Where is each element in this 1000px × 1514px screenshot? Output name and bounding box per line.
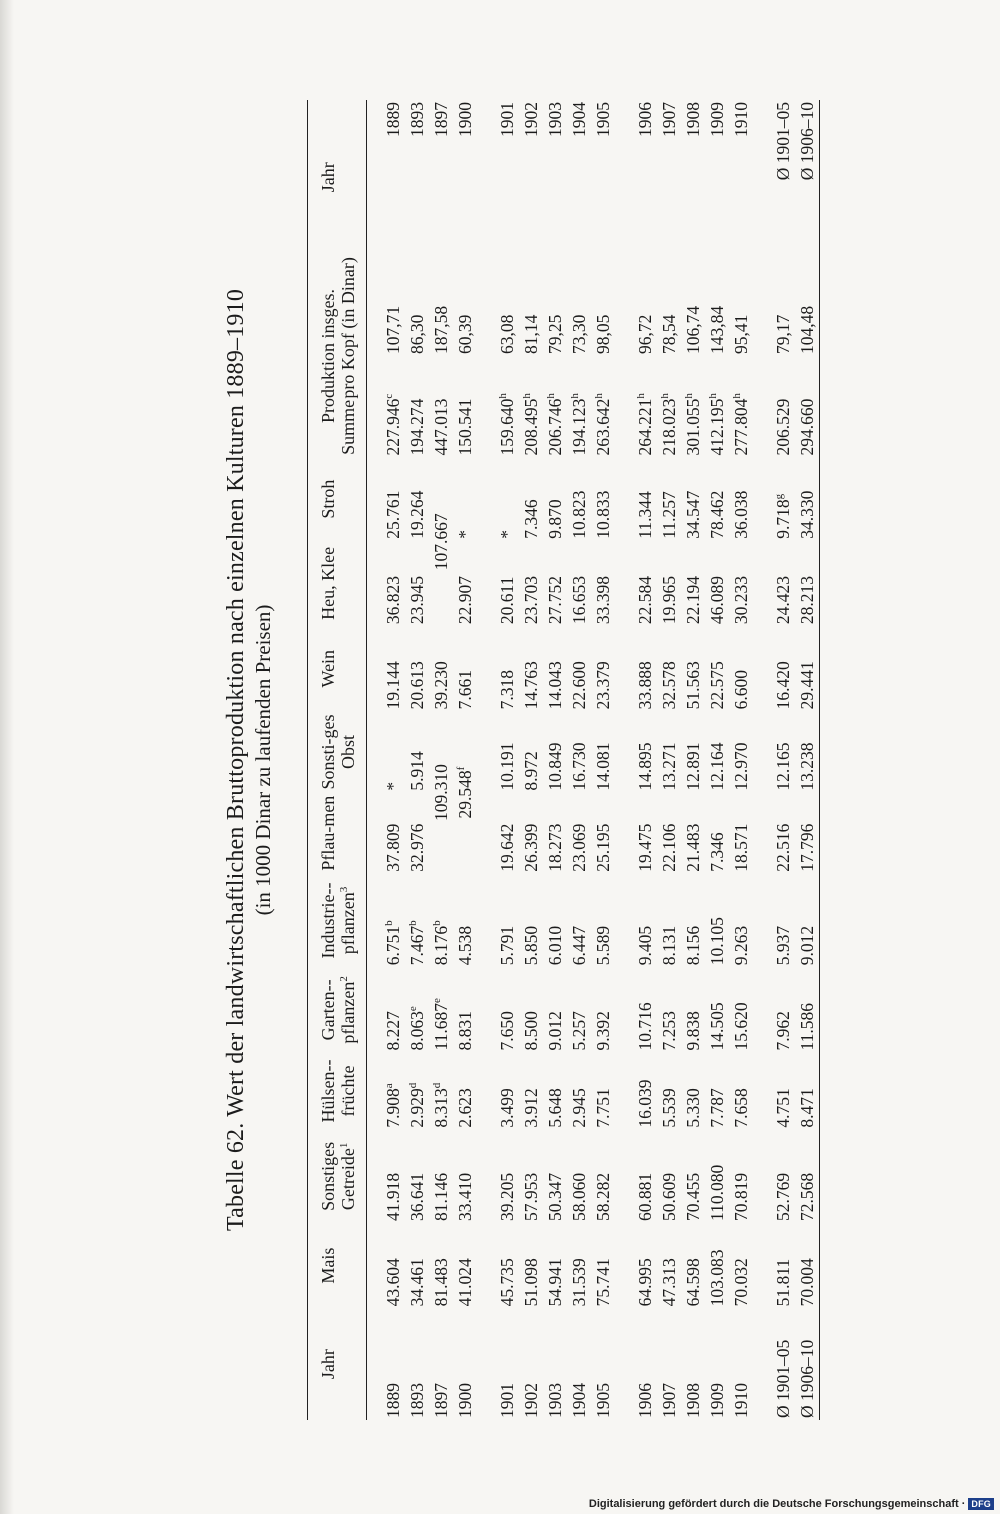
cell-gartenpflanzen: 15.620 <box>731 1002 751 1051</box>
cell-jahr-right: 1905 <box>593 102 613 137</box>
cell-mais: 51.098 <box>521 1258 541 1307</box>
cell-wein: 20.613 <box>407 661 427 710</box>
cell-jahr: 1900 <box>455 1383 475 1418</box>
cell-industriepflanzen: 9.405 <box>635 925 655 966</box>
cell-sonstiges-obst: 10.849 <box>545 742 565 791</box>
cell-heu-klee: 33.398 <box>593 575 613 625</box>
header-heu-klee: Heu, Klee <box>318 546 338 620</box>
table-row <box>567 100 591 1420</box>
row-group-spacer <box>615 100 633 1420</box>
cell-sonstiges-getreide: 58.060 <box>569 1172 589 1222</box>
cell-summe: 294.660 <box>797 398 817 456</box>
cell-pro-kopf: 60,39 <box>455 314 475 354</box>
cell-pro-kopf: 79,17 <box>773 314 793 354</box>
header-wein: Wein <box>318 649 338 688</box>
cell-industriepflanzen: 8.176$^b$ <box>431 920 451 966</box>
cell-industriepflanzen: 5.589 <box>593 925 613 966</box>
cell-sonstiges-getreide: 81.146 <box>431 1172 451 1222</box>
table-row <box>729 100 753 1420</box>
cell-mais: 45.735 <box>497 1258 517 1307</box>
cell-sonstiges-obst: 5.914 <box>407 751 427 791</box>
cell-gartenpflanzen: 5.257 <box>569 1011 589 1051</box>
cell-stroh: 7.346 <box>521 499 541 539</box>
cell-gartenpflanzen: 11.586 <box>797 1002 817 1051</box>
cell-pflaumen: 26.399 <box>521 823 541 872</box>
cell-stroh: 11.257 <box>659 491 679 539</box>
cell-wein: 19.144 <box>383 661 403 710</box>
cell-heu-klee: 46.089 <box>707 575 727 625</box>
cell-jahr: 1909 <box>707 1383 727 1418</box>
cell-industriepflanzen: 6.751$^b$ <box>383 920 403 966</box>
cell-wein: 39.230 <box>431 661 451 710</box>
cell-gartenpflanzen: 9.012 <box>545 1011 565 1051</box>
header-jahr: Jahr <box>318 1349 338 1380</box>
cell-jahr-right: 1889 <box>383 102 403 137</box>
cell-mais: 51.811 <box>773 1258 793 1307</box>
cell-heu-klee: 19.965 <box>659 575 679 625</box>
cell-pflaumen: 25.195 <box>593 823 613 872</box>
cell-stroh: * <box>497 530 517 539</box>
header-summe: Summe <box>338 399 358 455</box>
cell-stroh: 34.330 <box>797 490 817 539</box>
cell-sonstiges-getreide: 70.455 <box>683 1172 703 1222</box>
cell-summe: 447.013 <box>431 398 451 456</box>
cell-jahr-right: 1893 <box>407 102 427 137</box>
cell-sonstiges-obst: 12.891 <box>683 742 703 791</box>
cell-jahr: 1910 <box>731 1383 751 1418</box>
cell-pro-kopf: 79,25 <box>545 314 565 354</box>
cell-pro-kopf: 63,08 <box>497 314 517 354</box>
cell-summe: 150.541 <box>455 398 475 456</box>
header-gartenpflanzen: Garten-pflanzen$^2$ <box>318 976 358 1044</box>
rotated-table-page <box>222 100 842 1420</box>
cell-summe: 301.055$^h$ <box>683 393 703 456</box>
cell-sonstiges-getreide: 36.641 <box>407 1172 427 1222</box>
cell-jahr: 1903 <box>545 1383 565 1418</box>
cell-stroh: 19.264 <box>407 490 427 539</box>
cell-sonstiges-getreide: 58.282 <box>593 1172 613 1222</box>
cell-mais: 70.032 <box>731 1258 751 1307</box>
cell-pro-kopf: 107,71 <box>383 305 403 354</box>
cell-gartenpflanzen: 8.063e <box>407 1006 427 1051</box>
cell-gartenpflanzen: 7.962 <box>773 1011 793 1051</box>
cell-mais: 64.995 <box>635 1258 655 1307</box>
cell-stroh: 10.833 <box>593 490 613 539</box>
cell-pro-kopf: 187,58 <box>431 305 451 354</box>
scan-edge-shadow <box>0 0 14 1514</box>
cell-wein: 7.318 <box>497 669 517 710</box>
cell-huelsenfruechte: 7.751 <box>593 1088 613 1128</box>
cell-jahr-right: 1901 <box>497 102 517 137</box>
cell-pflaumen: 18.273 <box>545 823 565 872</box>
cell-huelsenfruechte: 3.499 <box>497 1088 517 1128</box>
cell-pflaumen: 23.069 <box>569 823 589 872</box>
cell-pro-kopf: 98,05 <box>593 314 613 354</box>
cell-heu-stroh-combined: 107.667 <box>431 513 451 571</box>
cell-jahr-right: Ø 1901–05 <box>773 102 793 181</box>
cell-pflaumen: 7.346 <box>707 832 727 872</box>
cell-stroh: 25.761 <box>383 490 403 539</box>
cell-gartenpflanzen: 9.838 <box>683 1011 703 1051</box>
cell-sonstiges-obst: 8.972 <box>521 751 541 791</box>
cell-jahr-right: 1907 <box>659 102 679 137</box>
cell-mais: 64.598 <box>683 1258 703 1307</box>
header-huelsenfruechte: Hülsen-früchte <box>318 1059 358 1123</box>
cell-huelsenfruechte: 7.908$^a$ <box>383 1083 403 1128</box>
cell-wein: 22.600 <box>569 661 589 710</box>
table-row <box>519 100 543 1420</box>
header-sonstiges-obst: Sonsti-ges Obst <box>318 714 358 790</box>
cell-heu-klee: 22.194 <box>683 575 703 625</box>
cell-wein: 14.763 <box>521 661 541 710</box>
cell-wein: 7.661 <box>455 669 475 710</box>
cell-heu-klee: 22.584 <box>635 575 655 625</box>
cell-industriepflanzen: 6.010 <box>545 925 565 966</box>
production-table <box>307 100 820 1420</box>
cell-summe: 159.640$^h$ <box>497 393 517 456</box>
cell-pro-kopf: 73,30 <box>569 314 589 354</box>
table-subtitle: (in 1000 Dinar zu laufenden Preisen) <box>251 604 275 916</box>
header-row <box>308 100 367 1420</box>
cell-huelsenfruechte: 2.623 <box>455 1088 475 1128</box>
cell-pflaumen: 19.642 <box>497 823 517 872</box>
cell-huelsenfruechte: 3.912 <box>521 1088 541 1128</box>
table-row <box>367 100 406 1420</box>
cell-jahr: 1907 <box>659 1383 679 1418</box>
cell-gartenpflanzen: 8.831 <box>455 1011 475 1051</box>
cell-mais: 47.313 <box>659 1258 679 1307</box>
cell-summe: 194.274 <box>407 398 427 456</box>
cell-jahr-right: 1897 <box>431 102 451 137</box>
cell-wein: 51.563 <box>683 661 703 710</box>
cell-wein: 14.043 <box>545 661 565 710</box>
cell-sonstiges-obst: * <box>383 781 403 791</box>
cell-wein: 22.575 <box>707 661 727 710</box>
cell-jahr: 1904 <box>569 1383 589 1418</box>
cell-mais: 43.604 <box>383 1258 403 1307</box>
table-row <box>429 100 453 1420</box>
cell-summe: 264.221$^h$ <box>635 393 655 456</box>
cell-huelsenfruechte: 8.471 <box>797 1088 817 1128</box>
cell-sonstiges-getreide: 60.881 <box>635 1172 655 1222</box>
cell-summe: 208.495$^h$ <box>521 393 541 456</box>
cell-summe: 227.946$^c$ <box>383 393 403 456</box>
cell-jahr: 1902 <box>521 1383 541 1418</box>
header-pflaumen: Pflau-men <box>318 795 338 871</box>
cell-pflaumen-obst-combined: 109.310 <box>431 764 451 821</box>
cell-huelsenfruechte: 7.787 <box>707 1088 727 1128</box>
cell-jahr-right: 1900 <box>455 102 475 137</box>
cell-gartenpflanzen: 7.650 <box>497 1011 517 1051</box>
cell-sonstiges-obst: 14.081 <box>593 742 613 791</box>
cell-jahr-right: 1908 <box>683 102 703 137</box>
cell-pro-kopf: 104,48 <box>797 305 817 354</box>
cell-jahr: 1901 <box>497 1383 517 1418</box>
cell-mais: 34.461 <box>407 1258 427 1307</box>
cell-jahr: 1893 <box>407 1383 427 1418</box>
cell-industriepflanzen: 7.467$^b$ <box>407 920 427 966</box>
cell-stroh: 11.344 <box>635 491 655 539</box>
cell-wein: 29.441 <box>797 661 817 710</box>
cell-sonstiges-obst: 13.271 <box>659 742 679 791</box>
header-jahr-right: Jahr <box>318 162 338 193</box>
header-produktion: Produktion insges. Summe pro Kopf (in Dinar) <box>318 257 358 455</box>
cell-wein: 23.379 <box>593 661 613 710</box>
table-row <box>705 100 729 1420</box>
cell-huelsenfruechte: 7.658 <box>731 1088 751 1128</box>
cell-pro-kopf: 106,74 <box>683 305 703 354</box>
cell-jahr: Ø 1901–05 <box>773 1339 793 1418</box>
header-mais: Mais <box>318 1247 338 1284</box>
cell-wein: 33.888 <box>635 661 655 710</box>
table-row <box>405 100 429 1420</box>
cell-jahr: 1906 <box>635 1383 655 1418</box>
cell-pflaumen: 32.976 <box>407 823 427 872</box>
cell-pflaumen: 22.106 <box>659 823 679 872</box>
footer-credit <box>589 1498 994 1510</box>
cell-sonstiges-obst: 13.238 <box>797 742 817 791</box>
cell-pro-kopf: 96,72 <box>635 314 655 354</box>
cell-pro-kopf: 78,54 <box>659 314 679 354</box>
cell-summe: 194.123$^h$ <box>569 393 589 456</box>
header-stroh: Stroh <box>318 479 338 519</box>
cell-industriepflanzen: 8.131 <box>659 925 679 966</box>
cell-summe: 218.023$^h$ <box>659 393 679 456</box>
cell-heu-klee: 16.653 <box>569 575 589 625</box>
cell-stroh: 10.823 <box>569 490 589 539</box>
cell-huelsenfruechte: 5.330 <box>683 1088 703 1128</box>
cell-huelsenfruechte: 2.945 <box>569 1088 589 1128</box>
cell-gartenpflanzen: 7.253 <box>659 1011 679 1051</box>
table-row <box>495 100 519 1420</box>
cell-pflaumen: 19.475 <box>635 823 655 872</box>
cell-industriepflanzen: 4.538 <box>455 925 475 966</box>
cell-heu-klee: 20.611 <box>497 576 517 625</box>
cell-mais: 75.741 <box>593 1258 613 1307</box>
cell-sonstiges-obst: 12.970 <box>731 742 751 791</box>
cell-sonstiges-obst: 10.191 <box>497 742 517 791</box>
cell-gartenpflanzen: 14.505 <box>707 1002 727 1051</box>
cell-heu-klee: 30.233 <box>731 575 751 625</box>
cell-sonstiges-getreide: 50.347 <box>545 1172 565 1222</box>
cell-summe: 277.804$^h$ <box>731 393 751 456</box>
cell-sonstiges-obst: 16.730 <box>569 742 589 791</box>
cell-sonstiges-getreide: 57.953 <box>521 1172 541 1222</box>
cell-pflaumen: 18.571 <box>731 823 751 872</box>
cell-jahr-right: 1909 <box>707 102 727 137</box>
cell-sonstiges-getreide: 41.918 <box>383 1172 403 1222</box>
cell-pro-kopf: 86,30 <box>407 314 427 354</box>
cell-gartenpflanzen: 10.716 <box>635 1002 655 1051</box>
cell-sonstiges-getreide: 72.568 <box>797 1172 817 1222</box>
cell-industriepflanzen: 9.263 <box>731 925 751 966</box>
cell-stroh: 9.718$^g$ <box>773 493 793 539</box>
cell-industriepflanzen: 5.791 <box>497 925 517 966</box>
cell-jahr: 1908 <box>683 1383 703 1418</box>
cell-sonstiges-obst: 12.165 <box>773 742 793 791</box>
cell-heu-klee: 23.703 <box>521 575 541 625</box>
cell-pflaumen: 22.516 <box>773 823 793 872</box>
cell-gartenpflanzen: 8.227 <box>383 1011 403 1051</box>
cell-mais: 31.539 <box>569 1258 589 1307</box>
cell-pro-kopf: 143,84 <box>707 305 727 354</box>
table-row <box>681 100 705 1420</box>
cell-mais: 81.483 <box>431 1258 451 1307</box>
cell-pflaumen: 17.796 <box>797 823 817 872</box>
cell-industriepflanzen: 5.937 <box>773 925 793 966</box>
cell-summe: 206.746$^h$ <box>545 393 565 456</box>
cell-industriepflanzen: 5.850 <box>521 925 541 966</box>
cell-jahr-right: 1902 <box>521 102 541 137</box>
cell-heu-klee: 23.945 <box>407 575 427 625</box>
cell-pflaumen: 21.483 <box>683 823 703 872</box>
cell-stroh: 34.547 <box>683 490 703 539</box>
table-row <box>591 100 615 1420</box>
table-row <box>633 100 657 1420</box>
row-group-spacer <box>753 100 771 1420</box>
cell-mais: 70.004 <box>797 1258 817 1307</box>
cell-gartenpflanzen: 9.392 <box>593 1011 613 1051</box>
cell-jahr: 1889 <box>383 1383 403 1418</box>
cell-huelsenfruechte: 5.648 <box>545 1088 565 1128</box>
cell-jahr-right: 1906 <box>635 102 655 137</box>
cell-stroh: * <box>455 530 475 539</box>
cell-stroh: 36.038 <box>731 490 751 539</box>
cell-pro-kopf: 81,14 <box>521 314 541 354</box>
cell-wein: 16.420 <box>773 661 793 710</box>
cell-stroh: 9.870 <box>545 499 565 539</box>
cell-sonstiges-getreide: 50.609 <box>659 1172 679 1222</box>
cell-mais: 41.024 <box>455 1258 475 1307</box>
cell-heu-klee: 27.752 <box>545 575 565 625</box>
cell-jahr: 1905 <box>593 1383 613 1418</box>
cell-mais: 103.083 <box>707 1249 727 1307</box>
cell-huelsenfruechte: 2.929$^d$ <box>407 1082 427 1128</box>
cell-pflaumen-obst-combined: 29.548$^f$ <box>455 766 475 819</box>
footer-text: Digitalisierung gefördert durch die Deutsche Forschungsgemeinschaft · <box>588 1498 966 1510</box>
cell-jahr: Ø 1906–10 <box>797 1339 817 1418</box>
cell-jahr-right: 1910 <box>731 102 751 137</box>
cell-jahr-right: 1903 <box>545 102 565 137</box>
cell-heu-klee: 36.823 <box>383 575 403 625</box>
cell-heu-klee: 24.423 <box>773 575 793 625</box>
row-group-spacer <box>477 100 495 1420</box>
cell-mais: 54.941 <box>545 1258 565 1307</box>
header-industriepflanzen: Industrie-pflanzen$^3$ <box>318 882 358 959</box>
table-row <box>657 100 681 1420</box>
table-row <box>543 100 567 1420</box>
cell-heu-klee: 28.213 <box>797 575 817 625</box>
cell-jahr-right: 1904 <box>569 102 589 137</box>
cell-huelsenfruechte: 4.751 <box>773 1088 793 1128</box>
table-title: Tabelle 62. Wert der landwirtschaftlichen Bruttoproduktion nach einzelnen Kulturen 1889–1910 <box>223 288 249 1232</box>
cell-pro-kopf: 95,41 <box>731 314 751 354</box>
cell-heu-klee: 22.907 <box>455 575 475 625</box>
cell-summe: 206.529 <box>773 398 793 456</box>
cell-huelsenfruechte: 16.039 <box>635 1079 655 1128</box>
header-sonstiges-getreide: Sonstiges Getreide$^1$ <box>318 1141 358 1211</box>
cell-jahr-right: Ø 1906–10 <box>797 102 817 181</box>
dfg-logo: DFG <box>968 1498 994 1510</box>
cell-summe: 412.195$^h$ <box>707 393 727 456</box>
header-pro-kopf: pro Kopf (in Dinar) <box>338 257 358 399</box>
cell-industriepflanzen: 9.012 <box>797 925 817 966</box>
cell-sonstiges-getreide: 39.205 <box>497 1172 517 1222</box>
cell-industriepflanzen: 8.156 <box>683 925 703 966</box>
table-row <box>795 100 820 1420</box>
cell-sonstiges-getreide: 70.819 <box>731 1172 751 1222</box>
cell-sonstiges-obst: 14.895 <box>635 742 655 791</box>
cell-sonstiges-getreide: 33.410 <box>455 1172 475 1222</box>
cell-sonstiges-getreide: 52.769 <box>773 1172 793 1222</box>
cell-wein: 32.578 <box>659 661 679 710</box>
cell-stroh: 78.462 <box>707 490 727 539</box>
cell-industriepflanzen: 10.105 <box>707 917 727 966</box>
cell-jahr: 1897 <box>431 1383 451 1418</box>
cell-sonstiges-getreide: 110.080 <box>707 1164 727 1222</box>
cell-sonstiges-obst: 12.164 <box>707 742 727 791</box>
cell-huelsenfruechte: 8.313$^d$ <box>431 1082 451 1128</box>
table-row <box>453 100 477 1420</box>
cell-pflaumen: 37.809 <box>383 823 403 872</box>
cell-industriepflanzen: 6.447 <box>569 925 589 966</box>
table-row <box>771 100 795 1420</box>
cell-huelsenfruechte: 5.539 <box>659 1088 679 1128</box>
cell-gartenpflanzen: 8.500 <box>521 1011 541 1051</box>
cell-gartenpflanzen: 11.687e <box>431 998 451 1051</box>
cell-wein: 6.600 <box>731 669 751 710</box>
cell-summe: 263.642$^h$ <box>593 393 613 456</box>
